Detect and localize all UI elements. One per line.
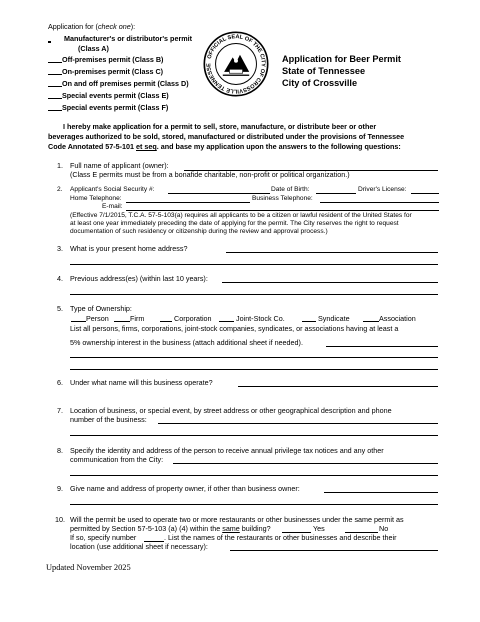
q7-number: 7. xyxy=(57,406,63,415)
business-location-field-line-2[interactable] xyxy=(70,435,438,436)
ownership-firm: Firm xyxy=(130,314,145,323)
checkbox-line-class-c[interactable] xyxy=(48,74,62,75)
residency-note-1: (Effective 7/1/2015, T.C.A. 57-5-103(a) requires all applicants to be a citizen or lawful resident of the United States for xyxy=(70,212,412,219)
ownership-list-field-line-3[interactable] xyxy=(70,369,438,370)
ownership-person: Person xyxy=(86,314,109,323)
dob-field[interactable] xyxy=(316,193,356,194)
checkbox-line-class-d[interactable] xyxy=(48,86,62,87)
tax-notice-recipient-field-line-2[interactable] xyxy=(70,475,438,476)
home-phone-field[interactable] xyxy=(126,202,250,203)
checkbox-line-class-e[interactable] xyxy=(48,98,62,99)
checkbox-line-class-a[interactable] xyxy=(48,41,51,43)
checkbox-line-class-f[interactable] xyxy=(48,110,62,111)
home-address-field[interactable] xyxy=(226,252,438,253)
title-line-city: City of Crossville xyxy=(282,78,358,88)
permit-option-class-c: On-premises permit (Class C) xyxy=(62,67,164,76)
q6-label: Under what name will this business operate? xyxy=(70,378,213,387)
q8-line-1: Specify the identity and address of the person to receive annual privilege tax notices and any other xyxy=(70,446,384,455)
residency-note-2: at least one year immediately preceding the date of applying for the permit. The City reserves the right to request xyxy=(70,220,399,227)
multi-business-no: No xyxy=(379,524,389,533)
business-locations-field[interactable] xyxy=(230,550,438,551)
residency-note-3: documentation of such residency or citizenship during the review and approval process.) xyxy=(70,228,328,235)
ownership-corporation: Corporation xyxy=(174,314,212,323)
q10-line-3-a: If so, specify number xyxy=(70,533,137,542)
property-owner-field[interactable] xyxy=(324,492,438,493)
ownership-association-check[interactable] xyxy=(363,321,379,322)
q6-number: 6. xyxy=(57,378,63,387)
q1-note: (Class E permits must be from a bonafide charitable, non-profit or political organization.) xyxy=(70,170,350,179)
business-phone-field[interactable] xyxy=(320,202,439,203)
ownership-association: Association xyxy=(379,314,416,323)
tax-notice-recipient-field[interactable] xyxy=(173,463,438,464)
drivers-license-label: Driver's License: xyxy=(358,186,407,193)
title-line-permit: Application for Beer Permit xyxy=(282,54,401,64)
ownership-list-field[interactable] xyxy=(326,346,438,347)
q4-number: 4. xyxy=(57,274,63,283)
intro-line-1: I hereby make application for a permit to sell, store, manufacture, or distribute beer or other xyxy=(63,122,377,131)
ownership-joint-stock: Joint-Stock Co. xyxy=(236,314,285,323)
permit-option-class-a-sub: (Class A) xyxy=(78,44,109,53)
home-phone-label: Home Telephone: xyxy=(70,195,122,202)
permit-option-class-f: Special events permit (Class F) xyxy=(62,103,169,112)
form-title xyxy=(282,53,401,89)
updated-date: Updated November 2025 xyxy=(46,563,131,572)
intro-line-2: beverages authorized to be sold, stored, manufactured or distributed under the provisions of Tennessee xyxy=(48,132,405,141)
ownership-person-check[interactable] xyxy=(71,321,86,322)
permit-option-class-b: Off-premises permit (Class B) xyxy=(62,55,164,64)
q10-line-1: Will the permit be used to operate two or more restaurants or other businesses under the same permit as xyxy=(70,515,404,524)
q5-number: 5. xyxy=(57,304,63,313)
q8-number: 8. xyxy=(57,446,63,455)
q1-label: Full name of applicant (owner): xyxy=(70,161,169,170)
ownership-corporation-check[interactable] xyxy=(160,321,172,322)
business-location-field[interactable] xyxy=(158,423,438,424)
ownership-joint-stock-check[interactable] xyxy=(219,321,234,322)
ownership-list-line-2: 5% ownership interest in the business (attach additional sheet if needed). xyxy=(70,338,303,347)
ssn-field[interactable] xyxy=(168,193,270,194)
q3-label: What is your present home address? xyxy=(70,244,188,253)
ownership-list-line-1: List all persons, firms, corporations, joint-stock companies, syndicates, or associations having at least a xyxy=(70,324,399,333)
q1-number: 1. xyxy=(57,161,63,170)
email-label: E-mail: xyxy=(102,203,123,210)
q4-label: Previous address(es) (within last 10 years): xyxy=(70,274,208,283)
multi-business-yes: Yes xyxy=(313,524,325,533)
q7-line-1: Location of business, or special event, by street address or other geographical description and phone xyxy=(70,406,392,415)
q2-number: 2. xyxy=(57,186,63,193)
ssn-label: Applicant's Social Security #: xyxy=(70,186,155,193)
q3-number: 3. xyxy=(57,244,63,253)
business-phone-label: Business Telephone: xyxy=(252,195,313,202)
q8-line-2: communication from the City: xyxy=(70,455,164,464)
q10-number: 10. xyxy=(55,515,65,524)
ownership-list-field-line-2[interactable] xyxy=(70,357,438,358)
permit-option-class-d: On and off premises permit (Class D) xyxy=(62,79,189,88)
city-seal-icon xyxy=(203,31,269,97)
intro-line-3: Code Annotated 57-5-101 et seq. and base my application upon the answers to the following questions: xyxy=(48,142,401,151)
previous-address-field-line-2[interactable] xyxy=(70,294,438,295)
seal-text: OFFICIAL SEAL OF THE CITY OF CROSSVILLE TENNESSE xyxy=(206,34,266,94)
permit-option-class-a: Manufacturer's or distributor's permit xyxy=(64,34,193,43)
title-line-state: State of Tennessee xyxy=(282,66,366,76)
ownership-syndicate-check[interactable] xyxy=(302,321,316,322)
q9-label: Give name and address of property owner, if other than business owner: xyxy=(70,484,300,493)
q5-label: Type of Ownership: xyxy=(70,304,132,313)
dob-label: Date of Birth: xyxy=(271,186,310,193)
property-owner-field-line-2[interactable] xyxy=(70,504,438,505)
email-field[interactable] xyxy=(126,210,439,211)
q10-line-2: permitted by Section 57-5-103 (a) (4) within the same building? xyxy=(70,524,271,533)
home-address-field-line-2[interactable] xyxy=(70,264,438,265)
q10-line-4: location (use additional sheet if necessary): xyxy=(70,542,208,551)
business-name-field[interactable] xyxy=(238,386,438,387)
ownership-firm-check[interactable] xyxy=(114,321,130,322)
apply-for-label: Application for (check one): xyxy=(48,22,136,31)
previous-address-field[interactable] xyxy=(222,282,438,283)
ownership-syndicate: Syndicate xyxy=(318,314,350,323)
q9-number: 9. xyxy=(57,484,63,493)
permit-option-class-e: Special events permit (Class E) xyxy=(62,91,169,100)
q10-line-3-b: . List the names of the restaurants or other businesses and describe their xyxy=(164,533,397,542)
drivers-license-field[interactable] xyxy=(411,193,439,194)
checkbox-line-class-b[interactable] xyxy=(48,62,62,63)
q7-line-2: number of the business: xyxy=(70,415,147,424)
